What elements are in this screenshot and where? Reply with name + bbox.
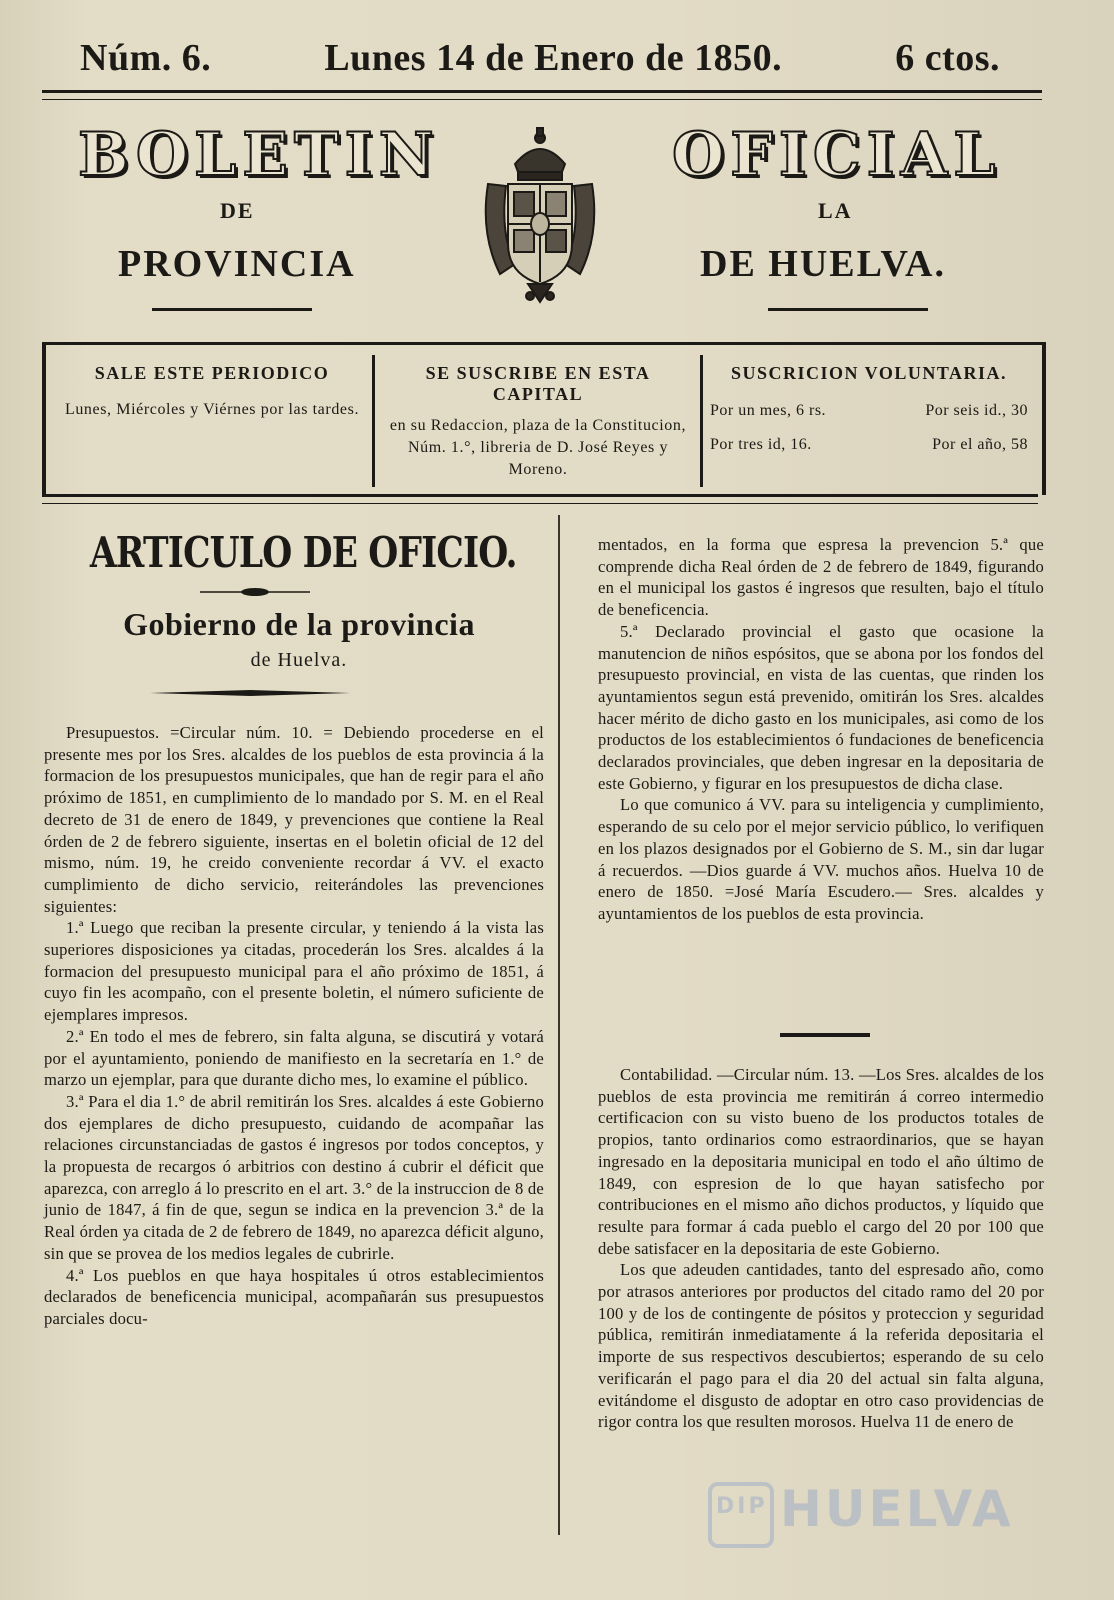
info-separator <box>372 355 375 487</box>
watermark-text: HUELVA <box>780 1480 1014 1538</box>
price-row <box>710 394 1028 428</box>
issue-price: 6 ctos. <box>895 37 1000 79</box>
ornament-short-rule-icon <box>780 1030 870 1040</box>
info-col-schedule <box>56 363 368 426</box>
title-boletin: BOLETIN <box>78 120 440 190</box>
section-heading <box>44 528 554 577</box>
price-row <box>710 428 1028 462</box>
subscription-info-box <box>42 342 1046 495</box>
paragraph: 2.ª En todo el mes de febrero, sin falta alguna, se discutirá y votará por el ayuntamiento, poniendo de manifiesto en la secretaría en 1.° de marzo un ejemplar, para que durante dicho mes, lo examine el público. <box>44 1026 544 1090</box>
issue-number: Núm. 6. <box>80 37 212 79</box>
title-rule-right <box>768 308 928 311</box>
paragraph: 5.ª Declarado provincial el gasto que ocasione la manutencion de niños espósitos, que se abona por los fondos del presupuesto provincial, en vista de las cuentas, que rinden los ayuntamientos segun está prevenido, omitirán los Sres. alcaldes hacer mérito de dicho gasto en los municipales, asi como de los productos de los establecimientos ó fundaciones de beneficencia declarados provinciales, que deben ingresar en la depositaria de este Gobierno, y figurar en los presupuestos de dicha clase. <box>598 621 1044 793</box>
ornament-rule-icon <box>150 688 350 698</box>
issue-date: Lunes 14 de Enero de 1850. <box>324 37 783 79</box>
title-oficial: OFICIAL <box>672 120 1002 190</box>
masthead-rule <box>42 90 1042 100</box>
price-three-months: Por tres id, 16. <box>710 436 812 453</box>
info-col2-title: SE SUSCRIBE EN ESTA CAPITAL <box>425 363 651 404</box>
paragraph: Los que adeuden cantidades, tanto del espresado año, como por atrasos anteriores por productos del citado ramo del 20 por 100 y de los de contingente de pósitos y proteccion y seguridad pública, remitirán inmediatamente á la referida depositaria el importe de sus respectivos descubiertos; esperando de su celo verificarán el pago para el dia 20 del actual sin falta alguna, evitándome el disgusto de adoptar en otro caso providencias de rigor contra los que resulten morosos. Huelva 11 de enero de <box>598 1260 1044 1432</box>
title-la: LA <box>818 198 853 223</box>
paragraph: Contabilidad. —Circular núm. 13. —Los Sres. alcaldes de los pueblos de esta provincia me remitirán á correo intermedio certificacion con su visto bueno de los productos totales de propios, tanto ordinarios como estraordinarios, que se hayan ingresado en la depositaria municipal en todo el año último de 1849, con espresion de lo que hayan satisfecho por contribuciones en el mismo año dichos productos, y líquido que resulte para formar á cada pueblo el cargo del 20 por 100 que debe satisfacer en la depositaria de este Gobierno. <box>598 1065 1044 1258</box>
column-divider <box>558 515 560 1535</box>
paragraph: Presupuestos. =Circular núm. 10. = Debiendo procederse en el presente mes por los Sres. alcaldes de los pueblos de esta provincia á la formacion de los presupuestos municipales, que han de regir para el año próximo de 1851, en cumplimiento de lo mandado por S. M. en el Real decreto de 31 de enero de 1849, y prevenciones que contiene la Real órden de 2 de febrero siguiente, insertas en el boletin oficial de 12 del mismo, núm. 19, he creido conveniente recordar á VV. el exacto cumplimiento de dicho servicio, reiterándoles las prevenciones siguientes: <box>44 723 544 916</box>
info-box-bottom-rule <box>42 494 1038 504</box>
paragraph: 3.ª Para el dia 1.° de abril remitirán los Sres. alcaldes á este Gobierno dos ejemplares de dicho presupuesto, cuidando de acompañar las relaciones circunstanciadas de gastos é ingresos por todos conceptos, y la propuesta de recargos ó arbitrios con destino á cubrir el déficit que aparezca, con arreglo á lo prescrito en el art. 3.° de la instruccion de 8 de junio de 1847, á fin de que, segun se indica en la prevencion 3.ª de la Real órden ya citada de 2 de febrero de 1849, no aparezca déficit alguno, sin que se provea de los medios legales de cubrirle. <box>44 1091 544 1263</box>
info-col-subscribe <box>382 363 694 481</box>
title-provincia: PROVINCIA <box>118 243 356 285</box>
price-year: Por el año, 58 <box>932 436 1028 453</box>
price-six-months: Por seis id., 30 <box>925 402 1028 419</box>
info-col2-text: en su Redaccion, plaza de la Constitucion, Núm. 1.°, libreria de D. José Reyes y Moreno. <box>389 417 687 478</box>
right-column-text-a <box>598 534 1044 925</box>
title-de: DE <box>220 198 255 223</box>
info-col-prices <box>710 363 1028 462</box>
info-col3-title: SUSCRICION VOLUNTARIA. <box>730 363 1008 383</box>
paragraph: Lo que comunico á VV. para su inteligencia y cumplimiento, esperando de su celo por el mejor servicio público, lo verifiquen en los plazos designados por el Gobierno de S. M., sin dar lugar á recuerdos. —Dios guarde á VV. muchos años. Huelva 10 de enero de 1850. =José María Escudero.— Sres. alcaldes y ayuntamientos de los pueblos de esta provincia. <box>598 795 1044 923</box>
price-month: Por un mes, 6 rs. <box>710 402 827 419</box>
left-column-text <box>44 722 544 1330</box>
title-de-huelva: DE HUELVA. <box>700 243 946 285</box>
paragraph: mentados, en la forma que espresa la prevencion 5.ª que comprende dicha Real órden de 2 de febrero de 1849, figurando en el municipal los gastos é ingresos que resulten, bajo el título de beneficencia. <box>598 535 1044 620</box>
watermark-badge: DIP <box>716 1494 768 1519</box>
right-column-text-b <box>598 1064 1044 1433</box>
ornament-divider-icon <box>200 586 310 598</box>
info-col1-title: SALE ESTE PERIODICO <box>94 363 330 383</box>
paragraph: 1.ª Luego que reciban la presente circular, y teniendo á la vista las superiores disposiciones ya citadas, procederán los Sres. alcaldes á la formacion del presupuesto municipal para el año próximo de 1851, á cuyo fin les acompaño, con el presente boletin, el número suficiente de ejemplares impresos. <box>44 918 544 1025</box>
gobierno-heading <box>44 606 554 672</box>
paragraph: 4.ª Los pueblos en que haya hospitales ú otros establecimientos declarados de beneficencia municipal, acompañarán sus presupuestos parciales docu- <box>44 1265 544 1328</box>
info-col1-text: Lunes, Miércoles y Viérnes por las tardes. <box>64 401 360 418</box>
articulo-de-oficio-title: ARTICULO DE OFICIO. <box>89 528 517 577</box>
info-separator <box>700 355 703 487</box>
masthead-topline <box>40 36 1040 80</box>
title-rule-left <box>152 308 312 311</box>
coat-of-arms-icon <box>470 124 610 309</box>
gobierno-title: Gobierno de la provincia <box>123 606 475 642</box>
gobierno-subtitle: de Huelva. <box>250 649 348 671</box>
